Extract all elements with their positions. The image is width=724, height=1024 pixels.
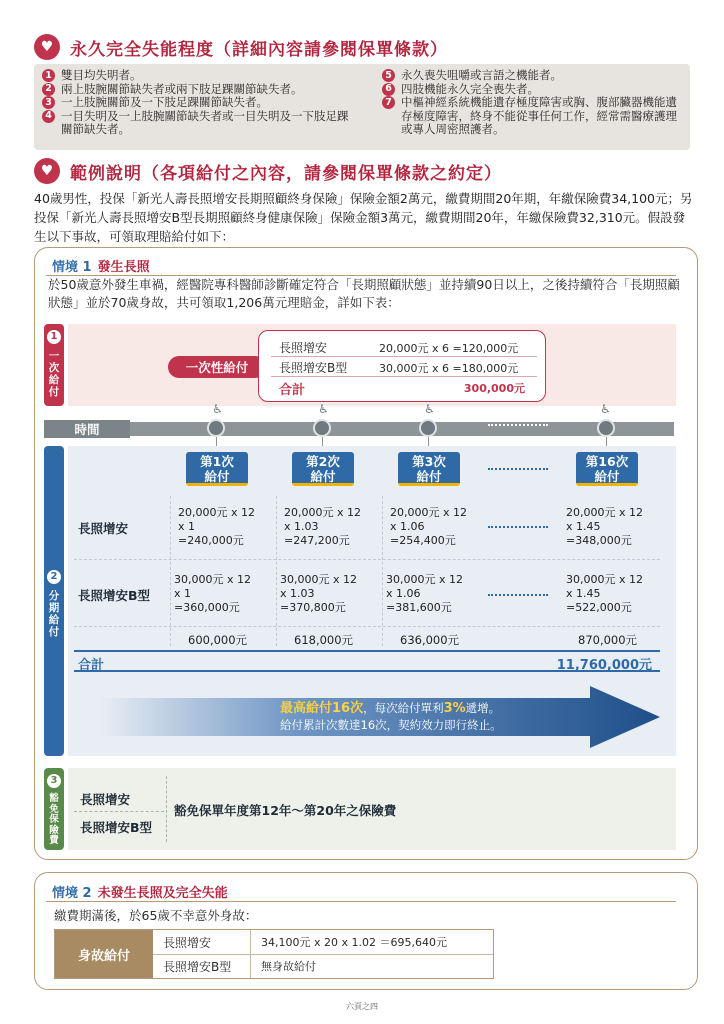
lump-sum-box — [258, 330, 546, 402]
payment-1-header: 第1次 給付 — [186, 452, 248, 486]
section-title: 範例說明（各項給付之內容，請參閱保單條款之約定） — [70, 163, 502, 184]
section-title: 永久完全失能程度（詳細內容請參閱保單條款） — [70, 39, 448, 60]
subtotal-cell: 636,000元 — [400, 633, 460, 647]
divider — [166, 776, 167, 842]
divider — [74, 626, 660, 627]
timeline-ellipsis — [488, 424, 548, 426]
timeline-node — [419, 419, 437, 437]
table-cell: 20,000元 x 12 x 1 =240,000元 — [178, 506, 255, 547]
payment-3-header: 第3次 給付 — [398, 452, 460, 486]
table-cell: 30,000元 x 12 x 1 =360,000元 — [174, 573, 251, 614]
wheelchair-icon: ♿ — [600, 402, 611, 416]
waiver-policy-a: 長照增安 — [80, 792, 131, 807]
heart-icon: ♥ — [34, 158, 60, 184]
example-intro: 40歲男性，投保「新光人壽長照增安長期照顧終身保險」保險金額2萬元，繳費期間20年期，年繳保險費34,100元；另投保「新光人壽長照增安B型長期照顧終身健康保險」保險金額3萬元，繳費期間20年，年繳保險費32,310元。假設發生以下事故，可領取理賠給付如下： — [34, 191, 693, 244]
timeline-node — [313, 419, 331, 437]
row-label-policy-b: 長照增安B型 — [78, 588, 151, 603]
ellipsis — [488, 594, 548, 596]
case1-description: 於50歲意外發生車禍，經醫院專科醫師診斷確定符合「長期照顧狀態」並持續90日以上，之後持續符合「長期照顧狀態」並於70歲身故，共可領取1,206萬元理賠金，詳如下表： — [48, 277, 680, 310]
divider — [74, 559, 660, 560]
divider — [276, 496, 277, 646]
sidebar-premium-waiver: 3 豁免保險費 — [44, 768, 64, 850]
subtotal-cell: 870,000元 — [578, 633, 638, 647]
row-label-policy-a: 長照增安 — [78, 521, 129, 536]
table-row: 長照增安B型 無身故給付 — [153, 954, 493, 978]
total-label: 合計 — [78, 658, 105, 673]
list-item: 3 一上肢腕關節及一下肢足踝關節缺失者。 — [42, 96, 352, 110]
total-value: 11,760,000元 — [556, 658, 652, 673]
waiver-policy-b: 長照增安B型 — [80, 820, 153, 835]
section-example-header — [34, 158, 502, 184]
table-cell: 20,000元 x 12 x 1.45 =348,000元 — [566, 506, 643, 547]
divider — [74, 811, 164, 812]
subtotal-cell: 618,000元 — [294, 633, 354, 647]
case2-heading: 情境 2 未發生長照及完全失能 — [52, 886, 228, 901]
case1-heading: 情境 1 發生長照 — [52, 260, 150, 275]
lump-sum-badge: 一次性給付 — [168, 356, 266, 378]
table-cell: 30,000元 x 12 x 1.45 =522,000元 — [566, 573, 643, 614]
subtotal-cell: 600,000元 — [188, 633, 248, 647]
wheelchair-icon: ♿ — [424, 402, 435, 416]
timeline-label: 時間 — [44, 420, 130, 438]
list-item: 2 兩上肢腕關節缺失者或兩下肢足踝關節缺失者。 — [42, 83, 352, 97]
table-row: 長照增安 34,100元 x 20 x 1.02 ＝695,640元 — [153, 930, 493, 954]
ellipsis — [488, 468, 548, 470]
disability-list-left — [42, 69, 352, 137]
progression-text: 最高給付16次，每次給付單利3%遞增。 給付累計次數達16次，契約效力即行終止。 — [280, 701, 502, 732]
death-benefit-table — [54, 929, 494, 979]
list-item: 4 一目失明及一上肢腕關節缺失者或一目失明及一下肢足踝關節缺失者。 — [42, 110, 352, 137]
divider — [271, 356, 537, 357]
disability-list-right — [382, 69, 682, 137]
payment-2-header: 第2次 給付 — [292, 452, 354, 486]
heart-icon: ♥ — [34, 34, 60, 60]
page-footer: 六頁之四 — [346, 1002, 378, 1011]
payment-16-header: 第16次 給付 — [576, 452, 638, 486]
table-cell: 30,000元 x 12 x 1.03 =370,800元 — [280, 573, 357, 614]
lump-sum-row: 長照增安 20,000元 x 6 =120,000元 — [279, 341, 519, 355]
table-cell: 20,000元 x 12 x 1.03 =247,200元 — [284, 506, 361, 547]
timeline-bar — [44, 422, 674, 436]
wheelchair-icon: ♿ — [318, 402, 329, 416]
ellipsis — [488, 526, 548, 528]
wheelchair-icon: ♿ — [212, 402, 223, 416]
divider — [46, 901, 676, 902]
list-item: 7 中樞神經系統機能遺存極度障害或胸、腹部臟器機能遺存極度障害，終身不能從事任何工作，經常需醫療護理或專人周密照護者。 — [382, 96, 682, 137]
list-item: 1 雙目均失明者。 — [42, 69, 352, 83]
section-permanent-disability-header — [34, 34, 448, 60]
list-item: 6 四肢機能永久完全喪失者。 — [382, 83, 682, 97]
sidebar-installments: 2 分期給付 — [44, 446, 64, 756]
timeline-node — [207, 419, 225, 437]
waiver-text: 豁免保單年度第12年～第20年之保險費 — [174, 803, 397, 818]
disability-list-box — [34, 64, 690, 150]
list-item: 5 永久喪失咀嚼或言語之機能者。 — [382, 69, 682, 83]
lump-sum-row: 長照增安B型 30,000元 x 6 =180,000元 — [279, 361, 519, 375]
divider — [271, 376, 537, 377]
lump-sum-total-row: 合計 300,000元 — [279, 382, 525, 398]
table-cell: 20,000元 x 12 x 1.06 =254,400元 — [390, 506, 467, 547]
sidebar-lump-sum: 1 一次給付 — [44, 324, 64, 406]
table-cell: 30,000元 x 12 x 1.06 =381,600元 — [386, 573, 463, 614]
timeline-node — [597, 419, 615, 437]
divider — [382, 496, 383, 646]
divider — [170, 496, 171, 646]
case2-description: 繳費期滿後，於65歲不幸意外身故： — [54, 908, 258, 923]
death-benefit-header: 身故給付 — [55, 930, 153, 978]
